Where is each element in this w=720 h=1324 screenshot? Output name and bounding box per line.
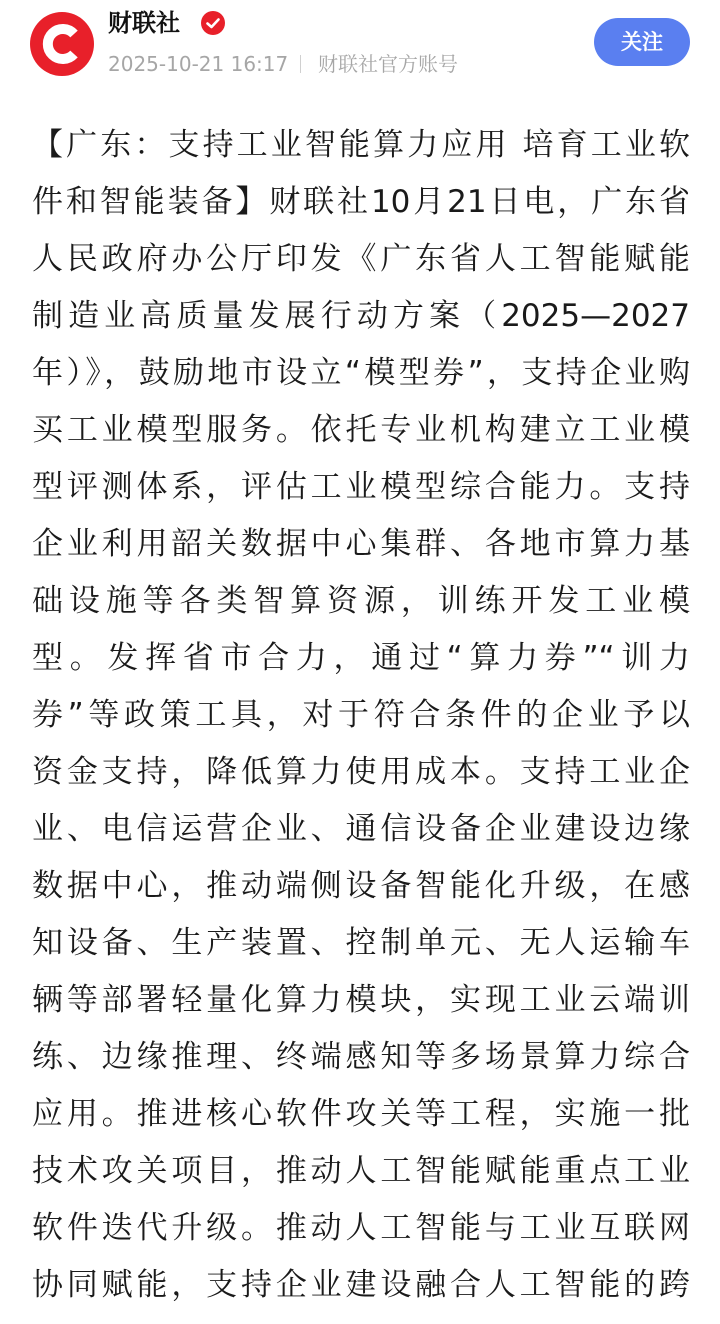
article-line: 制造业高质量发展行动方案（2025—2027 xyxy=(32,298,690,334)
follow-button[interactable]: 关注 xyxy=(594,18,690,66)
cls-logo-icon[interactable] xyxy=(30,12,94,76)
author-header xyxy=(0,0,720,96)
author-name[interactable]: 财联社 xyxy=(108,9,180,37)
article-line: 础设施等各类智算资源，训练开发工业模 xyxy=(32,583,690,619)
article-line: 技术攻关项目，推动人工智能赋能重点工业 xyxy=(32,1153,690,1189)
article-line: 协同赋能，支持企业建设融合人工智能的跨 xyxy=(32,1267,690,1303)
article-line: 业、电信运营企业、通信设备企业建设边缘 xyxy=(32,811,690,847)
article-body xyxy=(32,117,690,1314)
article-line: 知设备、生产装置、控制单元、无人运输车 xyxy=(32,925,690,961)
article-line: 件和智能装备】财联社10月21日电，广东省 xyxy=(32,184,690,220)
article-line: 数据中心，推动端侧设备智能化升级，在感 xyxy=(32,868,690,904)
article-line: 型。发挥省市合力，通过“算力券”“训力 xyxy=(32,640,690,676)
article-line: 型评测体系，评估工业模型综合能力。支持 xyxy=(32,469,690,505)
verified-check-icon xyxy=(201,11,225,35)
article-line: 应用。推进核心软件攻关等工程，实施一批 xyxy=(32,1096,690,1132)
article-line: 软件迭代升级。推动人工智能与工业互联网 xyxy=(32,1210,690,1246)
post-timestamp: 2025-10-21 16:17 xyxy=(108,52,289,76)
article-line: 辆等部署轻量化算力模块，实现工业云端训 xyxy=(32,982,690,1018)
article-line: 年）》，鼓励地市设立“模型券”，支持企业购 xyxy=(32,355,690,391)
account-description: 财联社官方账号 xyxy=(318,52,458,76)
article-line: 企业利用韶关数据中心集群、各地市算力基 xyxy=(32,526,690,562)
article-line: 【广东：支持工业智能算力应用 培育工业软 xyxy=(32,127,690,163)
article-line: 人民政府办公厅印发《广东省人工智能赋能 xyxy=(32,241,690,277)
article-line: 资金支持，降低算力使用成本。支持工业企 xyxy=(32,754,690,790)
article-line: 券”等政策工具，对于符合条件的企业予以 xyxy=(32,697,690,733)
article-line: 练、边缘推理、终端感知等多场景算力综合 xyxy=(32,1039,690,1075)
meta-divider xyxy=(300,55,301,73)
article-line: 买工业模型服务。依托专业机构建立工业模 xyxy=(32,412,690,448)
